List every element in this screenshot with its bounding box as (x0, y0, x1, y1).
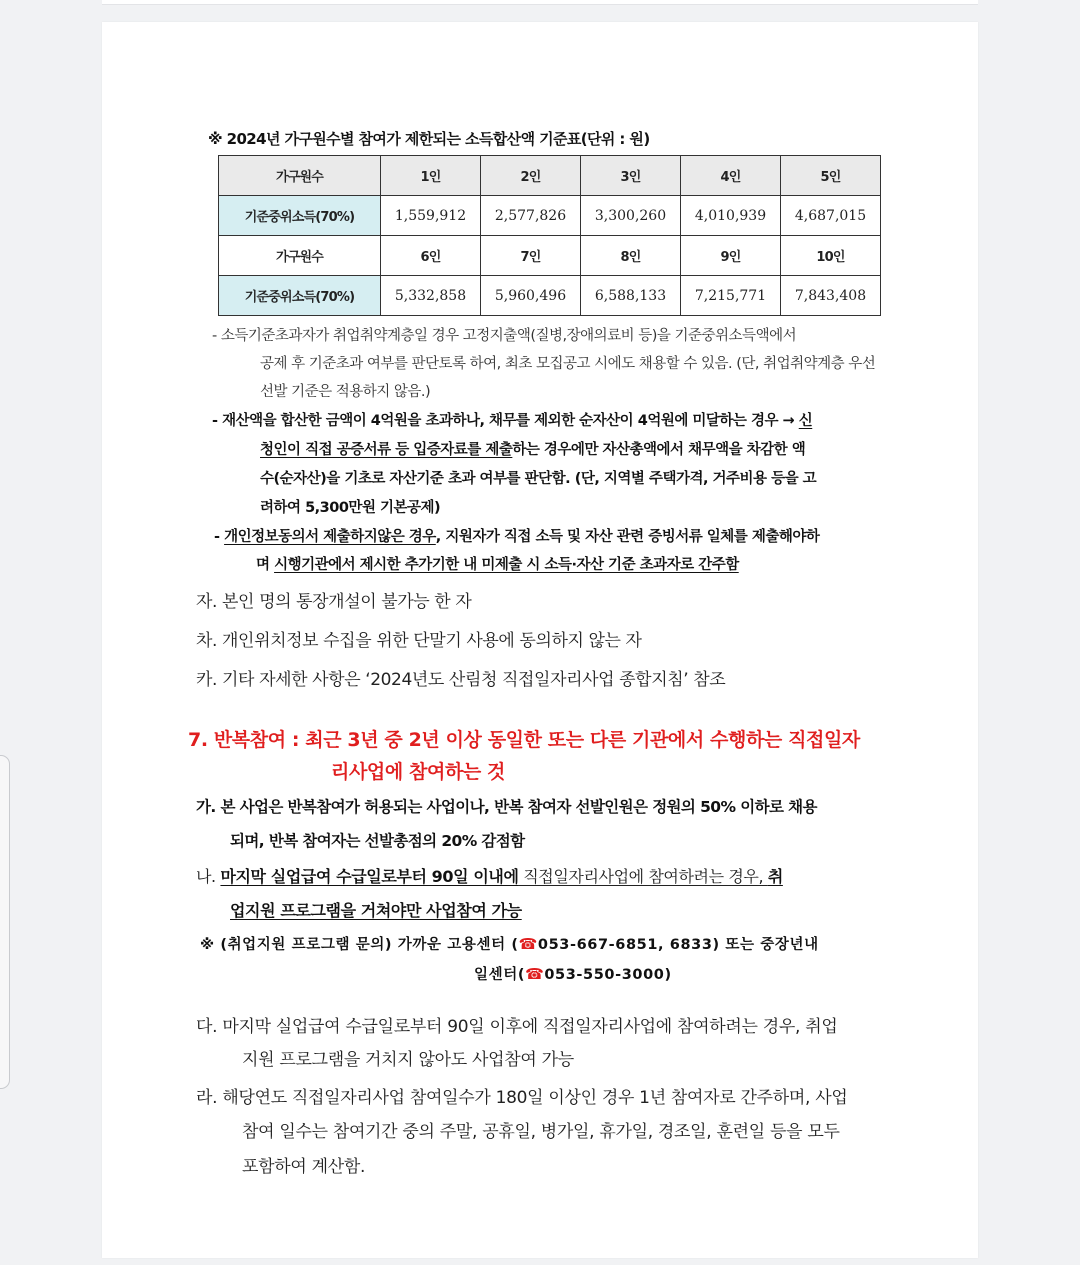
text-underlined: 마지막 실업급여 수급일로부터 90일 이내에 (220, 867, 519, 886)
table-cell: 4인 (681, 156, 781, 196)
table-row (219, 236, 881, 276)
table-cell: 5,332,858 (381, 276, 481, 316)
item-da-line1: 다. 마지막 실업급여 수급일로부터 90일 이후에 직접일자리사업에 참여하려는 경우, 취업 (196, 1017, 838, 1037)
text: - (214, 529, 225, 545)
table-caption: ※ 2024년 가구원수별 참여가 제한되는 소득합산액 기준표(단위 : 원) (208, 130, 650, 148)
text: 하는 경우에만 자산총액에서 채무액을 차감한 액 (512, 442, 806, 458)
table-row (219, 156, 881, 196)
item-na-line1 (196, 864, 783, 887)
table-cell: 7인 (481, 236, 581, 276)
item-ka: 카. 기타 자세한 사항은 ‘2024년도 산림청 직접일자리사업 종합지침’ 참조 (196, 670, 726, 690)
phone-icon: ☎ (518, 935, 538, 953)
item-ra-line3: 포함하여 계산함. (242, 1157, 366, 1177)
text: 나. (196, 867, 221, 886)
document-page (102, 22, 978, 1258)
table-cell: 5,960,496 (481, 276, 581, 316)
table-cell: 8인 (581, 236, 681, 276)
table-cell: 4,010,939 (681, 196, 781, 236)
table-cell: 가구원수 (219, 156, 381, 196)
section-7-title-line1: 7. 반복참여 : 최근 3년 중 2년 이상 동일한 또는 다른 기관에서 수행하는 직접일자 (188, 729, 860, 751)
item-ra-line1: 라. 해당연도 직접일자리사업 참여일수가 180일 이상인 경우 1년 참여자로 간주하며, 사업 (196, 1088, 848, 1108)
text-underlined: 직접일자리사업에 참여하려는 경우, (518, 867, 768, 886)
item-cha: 차. 개인위치정보 수집을 위한 단말기 사용에 동의하지 않는 자 (196, 631, 642, 651)
section-7-title-line2: 리사업에 참여하는 것 (331, 761, 506, 783)
table-cell: 4,687,015 (781, 196, 881, 236)
item-ga-line1: 가. 본 사업은 반복참여가 허용되는 사업이나, 반복 참여자 선발인원은 정원의 50% 이하로 채용 (196, 798, 817, 816)
table-cell: 9인 (681, 236, 781, 276)
item-ja: 자. 본인 명의 통장개설이 불가능 한 자 (196, 592, 472, 612)
table-row (219, 196, 881, 236)
table-cell: 1,559,912 (381, 196, 481, 236)
note-consent-line1 (214, 527, 819, 547)
table-cell: 2인 (481, 156, 581, 196)
scroll-handle[interactable] (0, 755, 10, 1089)
text-underlined: 개인정보동의서 제출하지않은 경우 (224, 529, 436, 545)
text-underlined: 신 (798, 413, 813, 429)
table-cell: 기준중위소득(70%) (219, 276, 381, 316)
phone-icon: ☎ (525, 965, 545, 983)
text: 일센터( (474, 967, 526, 983)
text: 053-550-3000) (544, 967, 672, 983)
text-underlined: 청인이 직접 공증서류 등 입증자료를 제출 (260, 442, 513, 458)
note-asset-line4: 려하여 5,300만원 기본공제) (260, 500, 441, 516)
text: 053-667-6851, 6833) 또는 중장년내 (537, 937, 819, 953)
table-cell: 기준중위소득(70%) (219, 196, 381, 236)
table-cell: 10인 (781, 236, 881, 276)
text: ※ (취업지원 프로그램 문의) 가까운 고용센터 ( (200, 937, 519, 953)
text: , 지원자가 직접 소득 및 자산 관련 증빙서류 일체를 제출해야하 (435, 529, 820, 545)
table-cell: 가구원수 (219, 236, 381, 276)
item-ga-line2: 되며, 반복 참여자는 선발총점의 20% 감점함 (230, 832, 525, 850)
text-underlined: 시행기관에서 제시한 추가기한 내 미제출 시 소득·자산 기준 초과자로 간주함 (274, 557, 739, 573)
text: 며 (256, 557, 275, 573)
income-standard-table (218, 155, 881, 316)
note-fixed-expense-line2: 공제 후 기준초과 여부를 판단토록 하여, 최초 모집공고 시에도 채용할 수 있음. (단, 취업취약계층 우선 (260, 356, 876, 372)
table-cell: 7,215,771 (681, 276, 781, 316)
note-asset-line1 (212, 411, 812, 431)
employment-center-note-line1 (200, 933, 819, 954)
table-cell: 1인 (381, 156, 481, 196)
table-cell: 6,588,133 (581, 276, 681, 316)
table-cell: 3,300,260 (581, 196, 681, 236)
table-cell: 7,843,408 (781, 276, 881, 316)
table-cell: 2,577,826 (481, 196, 581, 236)
item-da-line2: 지원 프로그램을 거치지 않아도 사업참여 가능 (242, 1050, 574, 1070)
text: - 재산액을 합산한 금액이 4억원을 초과하나, 채무를 제외한 순자산이 4억원에 미달하는 경우 → (212, 413, 799, 429)
item-na-line2 (230, 898, 522, 921)
note-asset-line3: 수(순자산)을 기초로 자산기준 초과 여부를 판단함. (단, 지역별 주택가격, 거주비용 등을 고 (260, 471, 817, 487)
note-fixed-expense-line3: 선발 기준은 적용하지 않음.) (260, 384, 431, 400)
previous-page-edge (102, 0, 978, 5)
text-underlined: 취 (767, 867, 783, 886)
note-asset-line2 (260, 440, 805, 460)
table-cell: 3인 (581, 156, 681, 196)
table-cell: 6인 (381, 236, 481, 276)
employment-center-note-line2 (474, 963, 672, 984)
note-consent-line2 (256, 555, 739, 575)
table-cell: 5인 (781, 156, 881, 196)
table-row (219, 276, 881, 316)
note-fixed-expense-line1: - 소득기준초과자가 취업취약계층일 경우 고정지출액(질병,장애의료비 등)을 기준중위소득액에서 (212, 328, 797, 344)
item-ra-line2: 참여 일수는 참여기간 중의 주말, 공휴일, 병가일, 휴가일, 경조일, 훈련일 등을 모두 (242, 1122, 840, 1142)
text-underlined: 업지원 프로그램을 거쳐야만 사업참여 가능 (230, 901, 522, 920)
